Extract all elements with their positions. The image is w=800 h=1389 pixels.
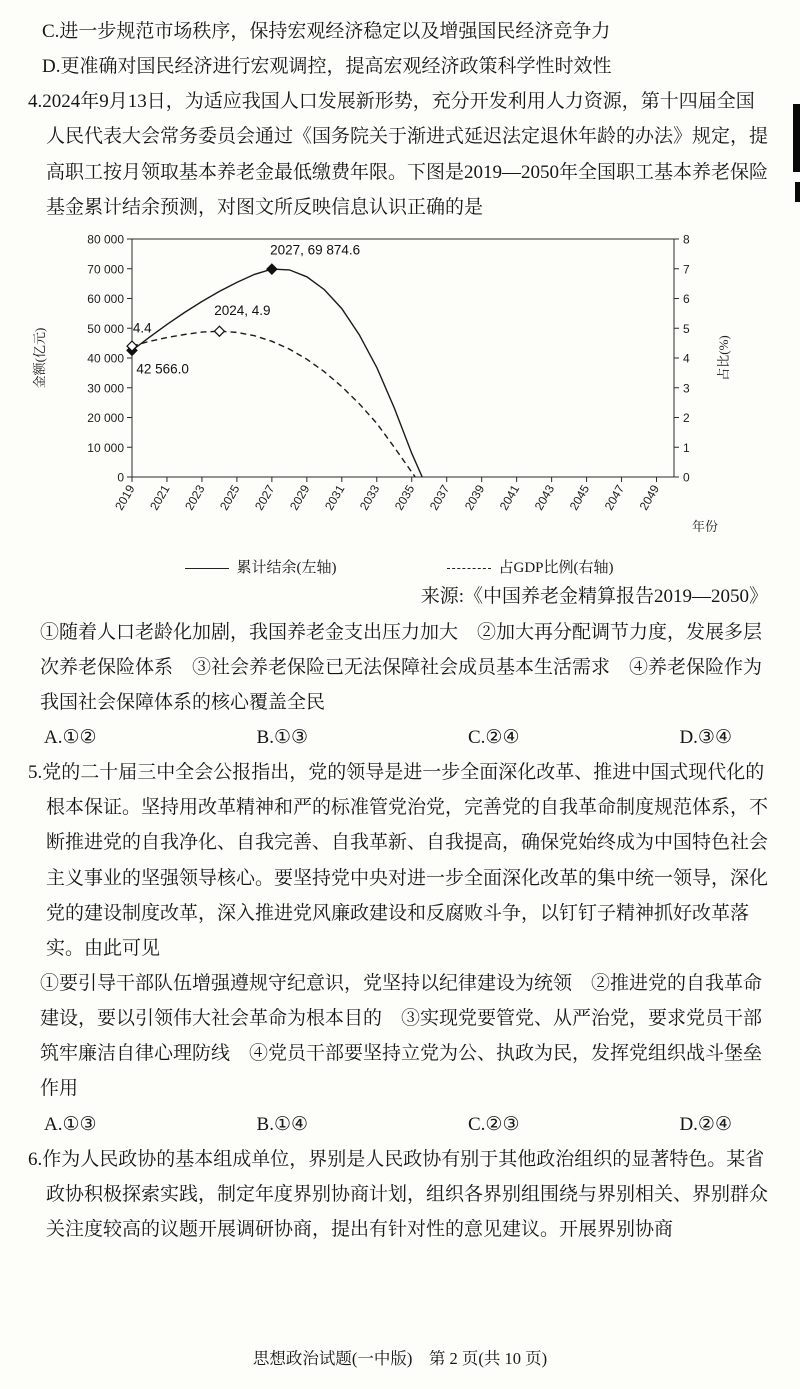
- q4-option-a: A.①②: [44, 727, 97, 749]
- svg-text:8: 8: [683, 232, 690, 247]
- svg-text:3: 3: [683, 381, 690, 396]
- svg-text:2037: 2037: [426, 482, 453, 513]
- scan-artifact: [795, 182, 800, 202]
- svg-text:10 000: 10 000: [87, 440, 124, 455]
- q4-option-c: C.②④: [467, 727, 520, 749]
- svg-text:2045: 2045: [566, 482, 593, 513]
- svg-text:2: 2: [683, 410, 690, 425]
- svg-text:年份: 年份: [692, 518, 719, 534]
- svg-text:2043: 2043: [531, 482, 558, 513]
- dashed-line-icon: [447, 568, 491, 569]
- svg-text:金额(亿元): 金额(亿元): [32, 327, 47, 389]
- svg-text:占比(%): 占比(%): [716, 335, 731, 381]
- svg-text:2035: 2035: [391, 482, 418, 513]
- svg-text:1: 1: [683, 440, 690, 455]
- q5-option-c: C.②③: [467, 1113, 520, 1135]
- svg-text:2019: 2019: [112, 482, 138, 513]
- svg-text:2029: 2029: [286, 482, 313, 513]
- q5-stem: 5.党的二十届三中全会公报指出，党的领导是进一步全面深化改革、推进中国式现代化的根本保证。坚持用改革精神和严的标准管党治党，完善党的自我革命制度规范体系，不断推进党的自我净化、自我完善、自我革新、自我提高，确保党始终成为中国特色社会主义事业的坚强领导核心。要坚持党中央对进一步全面深化改革的集中统一领导，深化党的建设制度改革，深入推进党风廉政建设和反腐败斗争，以钉钉子精神抓好改革落实。由此可见: [28, 762, 769, 959]
- q5-option-d: D.②④: [679, 1113, 732, 1135]
- svg-text:5: 5: [683, 321, 690, 336]
- svg-text:70 000: 70 000: [87, 262, 124, 277]
- q4-option-b: B.①③: [256, 727, 309, 749]
- pension-chart: [28, 225, 746, 545]
- svg-text:0: 0: [117, 470, 124, 485]
- q4-options: [28, 720, 770, 755]
- solid-line-icon: [185, 568, 229, 569]
- svg-text:2025: 2025: [217, 482, 243, 513]
- chart-legend: [28, 557, 770, 580]
- legend-label-gdp-ratio: 占GDP比例(右轴): [498, 559, 614, 576]
- svg-text:2031: 2031: [321, 482, 348, 513]
- legend-label-balance: 累计结余(左轴): [236, 559, 337, 576]
- svg-text:2047: 2047: [601, 482, 628, 513]
- svg-text:80 000: 80 000: [87, 232, 124, 247]
- q5-option-a: A.①③: [44, 1113, 97, 1135]
- svg-text:20 000: 20 000: [87, 410, 124, 425]
- svg-text:2027, 69 874.6: 2027, 69 874.6: [270, 242, 361, 258]
- svg-text:2027: 2027: [251, 482, 278, 513]
- svg-text:6: 6: [683, 291, 690, 306]
- svg-text:4: 4: [683, 351, 690, 366]
- q3-option-c: C.进一步规范市场秩序，保持宏观经济稳定以及增强国民经济竞争力: [42, 21, 611, 42]
- svg-text:2049: 2049: [636, 482, 663, 513]
- svg-text:2039: 2039: [461, 482, 488, 513]
- q5-options: [28, 1107, 770, 1142]
- question-5: [28, 755, 770, 1142]
- q5-option-b: B.①④: [256, 1113, 309, 1135]
- pension-chart-figure: [28, 225, 770, 580]
- q6-stem: 6.作为人民政协的基本组成单位，界别是人民政协有别于其他政治组织的显著特色。某省政协积极探索实践，制定年度界别协商计划，组织各界别组围绕与界别相关、界别群众关注度较高的议题开展调研协商，提出有针对性的意见建议。开展界别协商: [28, 1148, 769, 1241]
- svg-text:30 000: 30 000: [87, 381, 124, 396]
- svg-text:60 000: 60 000: [87, 291, 124, 306]
- legend-item-balance: [185, 557, 337, 580]
- chart-source: 来源:《中国养老金精算报告2019—2050》: [420, 586, 768, 608]
- question-4: [28, 84, 770, 755]
- svg-text:2023: 2023: [182, 482, 208, 513]
- q5-statements: ①要引导干部队伍增强遵规守纪意识，党坚持以纪律建设为统领 ②推进党的自我革命建设，要以引领伟大社会革命为根本目的 ③实现党要管党、从严治党，要求党员干部筑牢廉洁自律心理防线 ④党员干部要坚持立党为公、执政为民，发挥党组织战斗堡垒作用: [40, 973, 763, 1100]
- svg-text:2021: 2021: [147, 482, 173, 513]
- svg-text:2033: 2033: [356, 482, 383, 513]
- legend-item-gdp-ratio: [447, 557, 614, 580]
- q4-option-d: D.③④: [679, 727, 732, 749]
- q4-stem: 4.2024年9月13日，为适应我国人口发展新形势，充分开发利用人力资源，第十四届全国人民代表大会常务委员会通过《国务院关于渐进式延迟法定退休年龄的办法》规定，提高职工按月领取基本养老金最低缴费年限。下图是2019—2050年全国职工基本养老保险基金累计结余预测，对图文所反映信息认识正确的是: [28, 91, 769, 218]
- svg-text:4.4: 4.4: [132, 320, 152, 336]
- svg-text:0: 0: [683, 470, 690, 485]
- svg-text:2041: 2041: [496, 482, 523, 513]
- svg-text:2024, 4.9: 2024, 4.9: [214, 302, 271, 318]
- q4-statements: ①随着人口老龄化加剧，我国养老金支出压力加大 ②加大再分配调节力度，发展多层次养老保险体系 ③社会养老保险已无法保障社会成员基本生活需求 ④养老保险作为我国社会保障体系的核心覆盖全民: [40, 621, 763, 713]
- svg-text:7: 7: [683, 262, 690, 277]
- svg-text:42 566.0: 42 566.0: [136, 361, 189, 377]
- question-6: [28, 1142, 770, 1247]
- page-footer: 思想政治试题(一中版) 第 2 页(共 10 页): [252, 1349, 548, 1369]
- svg-text:50 000: 50 000: [87, 321, 124, 336]
- svg-text:40 000: 40 000: [87, 351, 124, 366]
- scan-artifact: [793, 104, 800, 172]
- q3-option-d: D.更准确对国民经济进行宏观调控，提高宏观经济政策科学性时效性: [42, 56, 612, 78]
